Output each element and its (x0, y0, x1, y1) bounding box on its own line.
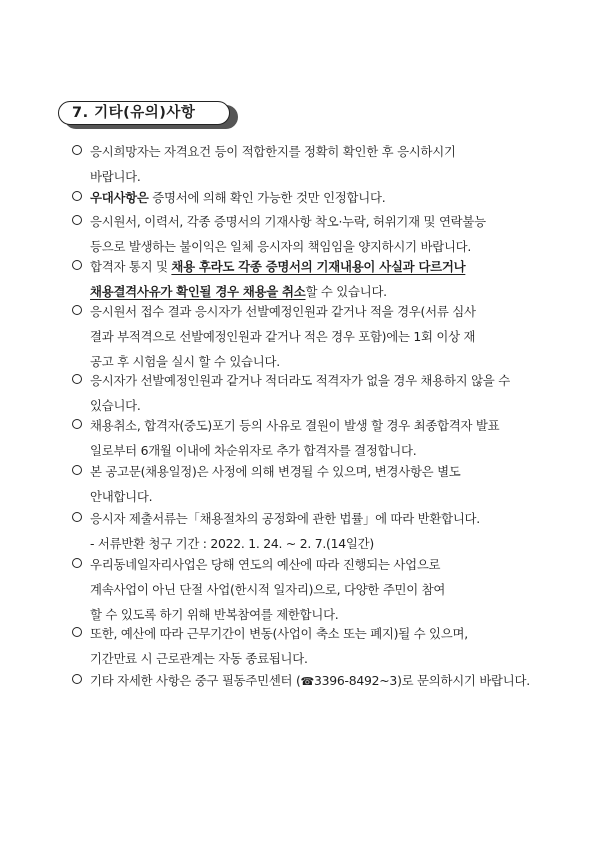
item-text: 우리동네일자리사업은 당해 연도의 예산에 따라 진행되는 사업으로 계속사업이 아닌 단절 사업(한시적 일자리)으로, 다양한 주민이 참여 할 수 있도록 하기 위해 반복참여를 제한합니다. (90, 557, 446, 622)
item-text: 응시원서, 이력서, 각종 증명서의 기재사항 착오·누락, 허위기재 및 연락불능 등으로 발생하는 불이익은 일체 응시자의 책임임을 양지하시기 바랍니다. (90, 214, 486, 254)
circle-bullet-icon (72, 419, 82, 429)
item-text: 채용취소, 합격자(중도)포기 등의 사유로 결원이 발생 할 경우 최종합격자 발표 일로부터 6개월 이내에 차순위자로 추가 합격자를 결정합니다. (90, 418, 500, 458)
item-text: 본 공고문(채용일정)은 사정에 의해 변경될 수 있으며, 변경사항은 별도 안내합니다. (90, 464, 461, 504)
section-heading (58, 101, 238, 129)
circle-bullet-icon (72, 374, 82, 384)
circle-bullet-icon (72, 465, 82, 475)
item-text: 기타 자세한 사항은 중구 필동주민센터 (☎3396-8492~3)로 문의하시기 바랍니다. (90, 673, 530, 688)
circle-bullet-icon (72, 145, 82, 155)
item-text: 합격자 통지 및 채용 후라도 각종 증명서의 기재내용이 사실과 다르거나 채용결격사유가 확인될 경우 채용을 취소할 수 있습니다. (90, 259, 466, 299)
item-text: 또한, 예산에 따라 근무기간이 변동(사업이 축소 또는 폐지)될 수 있으며, 기간만료 시 근로관계는 자동 종료됩니다. (90, 626, 468, 666)
circle-bullet-icon (72, 627, 82, 637)
item-text: 응시자가 선발예정인원과 같거나 적더라도 적격자가 없을 경우 채용하지 않을 수 있습니다. (90, 373, 510, 413)
circle-bullet-icon (72, 674, 82, 684)
circle-bullet-icon (72, 512, 82, 522)
circle-bullet-icon (72, 260, 82, 270)
circle-bullet-icon (72, 305, 82, 315)
item-text: 응시원서 접수 결과 응시자가 선발예정인원과 같거나 적을 경우(서류 심사 결과 부적격으로 선발예정인원과 같거나 적은 경우 포함)에는 1회 이상 재 공고 후 시험을 실시 할 수 있습니다. (90, 304, 476, 369)
section-title: 7. 기타(유의)사항 (58, 101, 230, 125)
item-text: 응시자 제출서류는「채용절차의 공정화에 관한 법률」에 따라 반환합니다. - 서류반환 청구 기간 : 2022. 1. 24. ~ 2. 7.(14일간) (90, 511, 480, 551)
phone-icon: ☎ (300, 675, 314, 688)
item-text: 우대사항은 증명서에 의해 확인 가능한 것만 인정합니다. (90, 190, 386, 205)
circle-bullet-icon (72, 215, 82, 225)
item-text: 응시희망자는 자격요건 등이 적합한지를 정확히 확인한 후 응시하시기 바랍니다. (90, 144, 456, 184)
circle-bullet-icon (72, 558, 82, 568)
circle-bullet-icon (72, 191, 82, 201)
